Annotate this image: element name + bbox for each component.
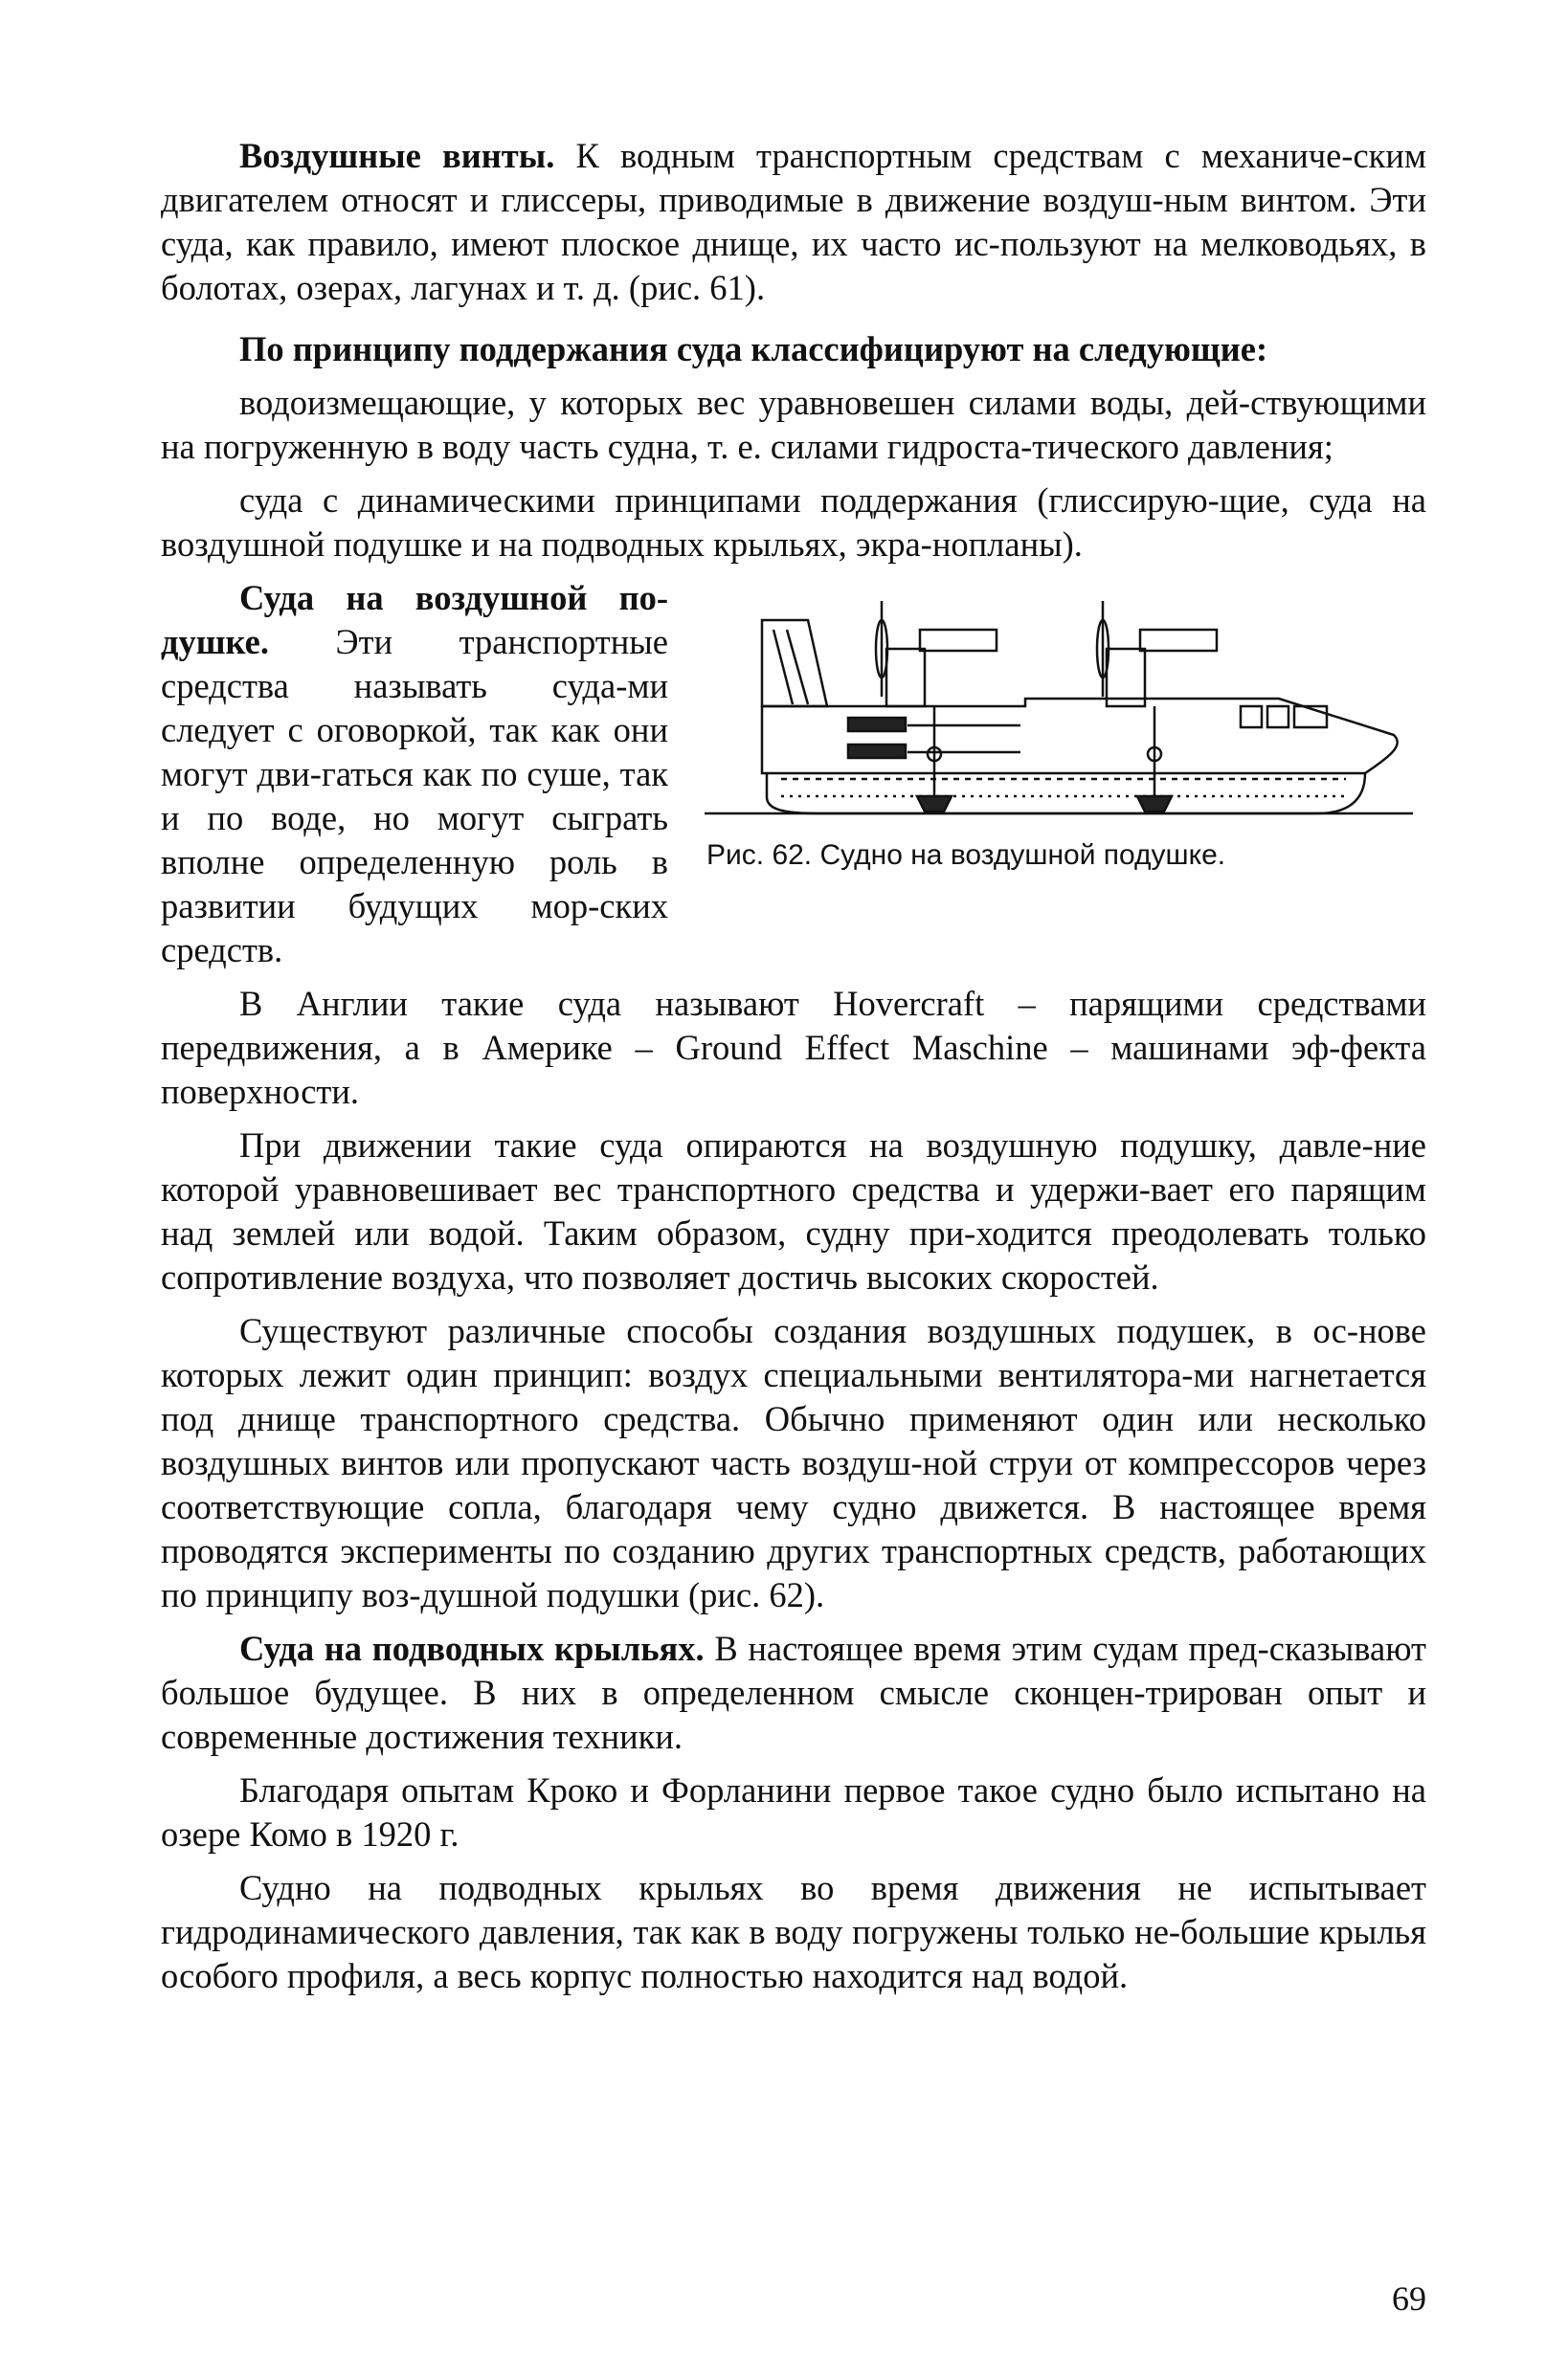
heading-air-propellers: Воздушные винты. — [239, 136, 555, 175]
figure-caption: Рис. 62. Судно на воздушной подушке. — [706, 839, 1226, 871]
paragraph-history: Благодаря опытам Кроко и Форланини первое такое судно было испытано на озере Комо в 1920 г. — [161, 1770, 1426, 1854]
paragraph-air-cushion: При движении такие суда опираются на воздушную подушку, давле-ние которой уравновешивает вес транспортного средства и удержи-вает его парящим над землей или водой. Таким образом, судну при-ходится преодолевать только сопротивление воздуха, что позволяет достичь высоких скоростей. — [161, 1125, 1426, 1297]
paragraph-names: В Англии такие суда называют Hovercraft – парящими средствами передвижения, а в Америке – Ground Effect Maschine – машинами эф-фекта поверхности. — [161, 984, 1426, 1111]
hovercraft-section — [161, 576, 1426, 972]
paragraph-methods: Существуют различные способы создания воздушных подушек, в ос-нове которых лежит один принцип: воздух специальными вентилятора-ми нагнетается под днище транспортного средства. Обычно применяют один или несколько воздушных винтов или пропускают часть воздуш-ной струи от компрессоров через соответствующие сопла, благодаря чему судно движется. В настоящее время проводятся эксперименты по созданию других транспортных средств, работающих по принципу воз-душной подушки (рис. 62). — [161, 1311, 1426, 1614]
hovercraft-text-column — [161, 576, 668, 972]
heading-hovercraft: Суда на воздушной по-душке. — [161, 578, 668, 661]
heading-classification: По принципу поддержания суда классифицируют на следующие: — [239, 329, 1268, 368]
paragraph-air-propellers — [161, 134, 1426, 310]
heading-hydrofoils: Суда на подводных крыльях. — [239, 1629, 705, 1668]
page-number: 69 — [1392, 2280, 1426, 2318]
paragraph-hydrodynamics: Судно на подводных крыльях во время движения не испытывает гидродинамического давления, так как в воду погружены только не-большие крылья особого профиля, а весь корпус полностью находится над водой. — [161, 1868, 1426, 1995]
paragraph-dynamic-support: суда с динамическими принципами поддержания (глиссирую-щие, суда на воздушной подушке и на подводных крыльях, экра-нопланы). — [161, 480, 1426, 564]
hovercraft-illustration — [705, 591, 1413, 831]
figure-62 — [699, 576, 1426, 972]
text-hovercraft: Эти транспортные средства называть суда-ми следует с оговоркой, так как они могут дви-гаться как по суше, так и по воде, но могут сыграть вполне определенную роль в развитии будущих мор-ских средств. — [161, 622, 668, 969]
text-air-propellers: К водным транспортным средствам с механиче-ским двигателем относят и глиссеры, приводимые в движение воздуш-ным винтом. Эти суда, как правило, имеют плоское днище, их часто ис-пользуют на мелководьях, в болотах, озерах, лагунах и т. д. (рис. 61). — [161, 136, 1427, 307]
paragraph-displacement: водоизмещающие, у которых вес уравновешен силами воды, дей-ствующими на погруженную в воду часть судна, т. е. силами гидроста-тического давления; — [161, 383, 1426, 466]
paragraph-hydrofoils — [161, 1627, 1426, 1759]
paragraph-hovercraft — [161, 576, 668, 972]
page-body — [161, 134, 1426, 1998]
paragraph-classification-heading — [161, 327, 1426, 371]
text-hydrofoils: В настоящее время этим судам пред-сказывают большое будущее. В них в определенном смысле сконцен-трирован опыт и современные достижения техники. — [161, 1629, 1426, 1756]
